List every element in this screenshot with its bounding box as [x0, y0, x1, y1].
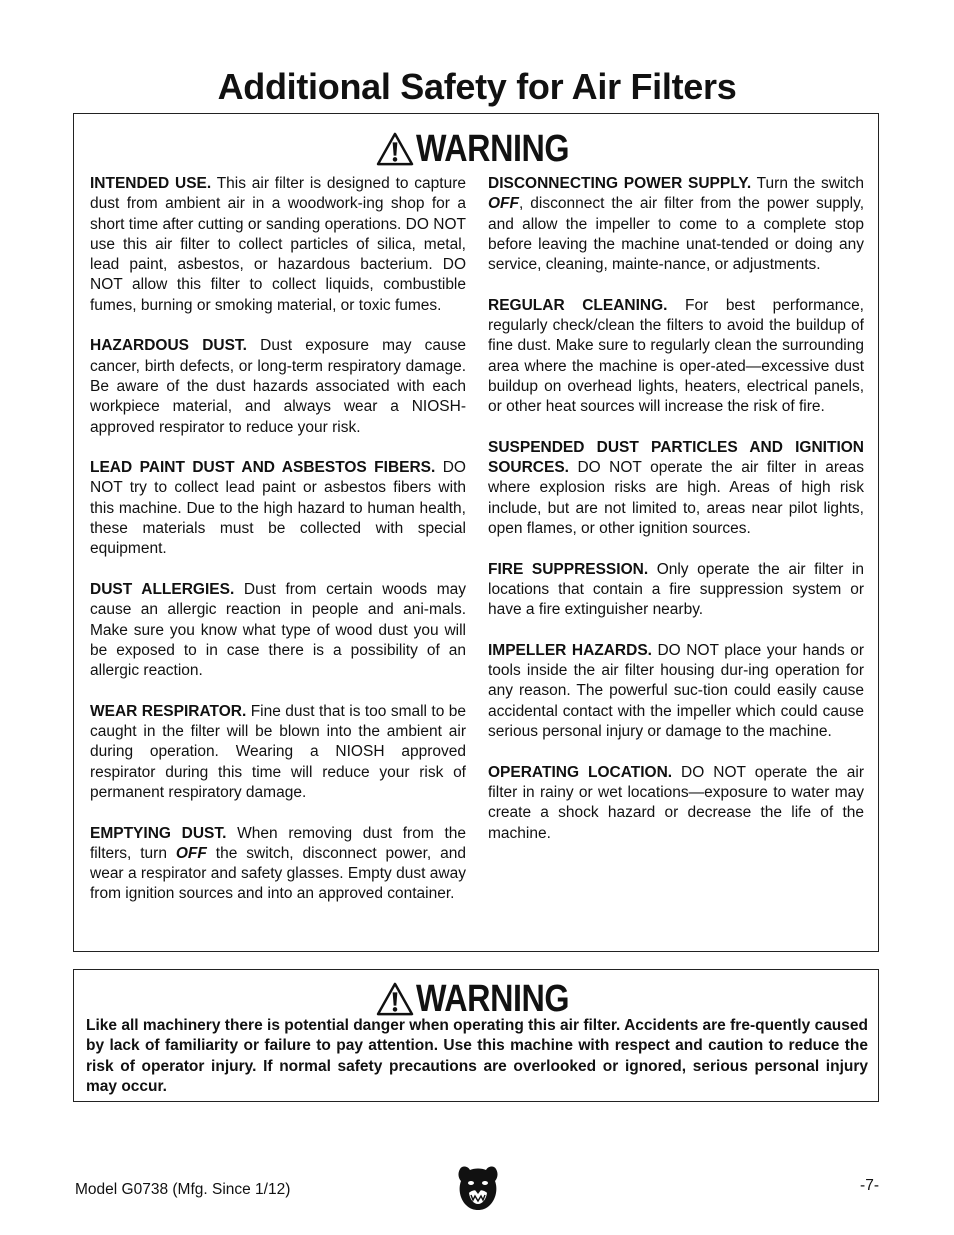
- warning-box-hazards: [73, 113, 879, 952]
- section-lead-paint-asbestos: LEAD PAINT DUST AND ASBESTOS FIBERS. DO NOT try to collect lead paint or asbestos fibers with this machine. Due to the high hazard to human health, these materials must be collected with special equipment.: [90, 459, 466, 558]
- section-wear-respirator: WEAR RESPIRATOR. Fine dust that is too small to be caught in the filter will be blown into the ambient air during operation. Wearing a NIOSH approved respirator during this time will reduce your risk of permanent respiratory damage.: [90, 702, 466, 801]
- warning-box-general: [73, 969, 879, 1102]
- warning-label: WARNING: [415, 978, 570, 1020]
- section-dust-allergies: DUST ALLERGIES. Dust from certain woods may cause an allergic reaction in people and ani-mals. Make sure you know what type of wood dust you will be exposed to in case there is a possibility of an allergic reaction.: [90, 580, 466, 680]
- section-intended-use: INTENDED USE. This air filter is designed to capture dust from ambient air in a woodwork-ing shop for a short time after cutting or sanding operations. DO NOT use this air filter to collect particles of silica, metal, lead paint, asbestos, or hazardous bacterium. DO NOT allow this filter to collect liquids, combustible fumes, burning or smoking material, or toxic fumes.: [90, 175, 466, 314]
- warning-triangle-icon: [376, 132, 414, 166]
- warning-label: WARNING: [415, 128, 570, 170]
- section-operating-location: OPERATING LOCATION. DO NOT operate the air filter in rainy or wet locations—exposure to water may create a shock hazard or decrease the life of the machine.: [488, 763, 864, 842]
- page-title: Additional Safety for Air Filters: [217, 66, 737, 107]
- section-hazardous-dust: HAZARDOUS DUST. Dust exposure may cause cancer, birth defects, or long-term respiratory damage. Be aware of the dust hazards associated with each workpiece material, and always wear a NIOSH-approved respirator to reduce your risk.: [90, 337, 466, 436]
- section-fire-suppression: FIRE SUPPRESSION. Only operate the air filter in locations that contain a fire suppression system or have a fire extinguisher nearby.: [488, 560, 864, 619]
- general-warning-text: Like all machinery there is potential danger when operating this air filter. Accidents are fre-quently caused by lack of familiarity or failure to pay attention. Use this machine with respect and caution to reduce the risk of operator injury. If normal safety precautions are overlooked or ignored, serious personal injury may occur.: [86, 1017, 868, 1095]
- warning-triangle-icon: [376, 982, 414, 1016]
- warning-header: [74, 980, 878, 1018]
- bear-logo-icon: [456, 1163, 500, 1211]
- section-disconnecting-power: DISCONNECTING POWER SUPPLY. Turn the switch OFF, disconnect the air filter from the power supply, and allow the impeller to come to a complete stop before leaving the machine unat-tended or doing any service, cleaning, mainte-nance, or adjustments.: [488, 175, 865, 274]
- section-regular-cleaning: REGULAR CLEANING. For best performance, regularly check/clean the filters to avoid the buildup of fine dust. Make sure to regularly clean the surrounding area where the machine is oper-ated—excessive dust buildup on overhead lights, heaters, electrical panels, or other heat sources will increase the risk of fire.: [488, 296, 864, 416]
- right-column: [488, 174, 864, 864]
- section-impeller-hazards: IMPELLER HAZARDS. DO NOT place your hands or tools inside the air filter housing dur-ing operation for any reason. The powerful suc-tion could easily cause accidental contact with the impeller which could cause serious personal injury or damage to the machine.: [488, 641, 865, 741]
- footer-model: Model G0738 (Mfg. Since 1/12): [75, 1181, 291, 1198]
- section-suspended-dust: SUSPENDED DUST PARTICLES AND IGNITION SOURCES. DO NOT operate the air filter in areas where explosion risks are high. Areas of high risk include, but are not limited to, areas near pilot lights, open flames, or other ignition sources.: [488, 438, 864, 538]
- left-column: [90, 174, 466, 925]
- section-emptying-dust: EMPTYING DUST. When removing dust from the filters, turn OFF the switch, disconnect power, and wear a respirator and safety glasses. Empty dust away from ignition sources and into an approved container.: [90, 824, 466, 903]
- page-number: -7-: [860, 1177, 879, 1194]
- warning-header: [74, 130, 878, 168]
